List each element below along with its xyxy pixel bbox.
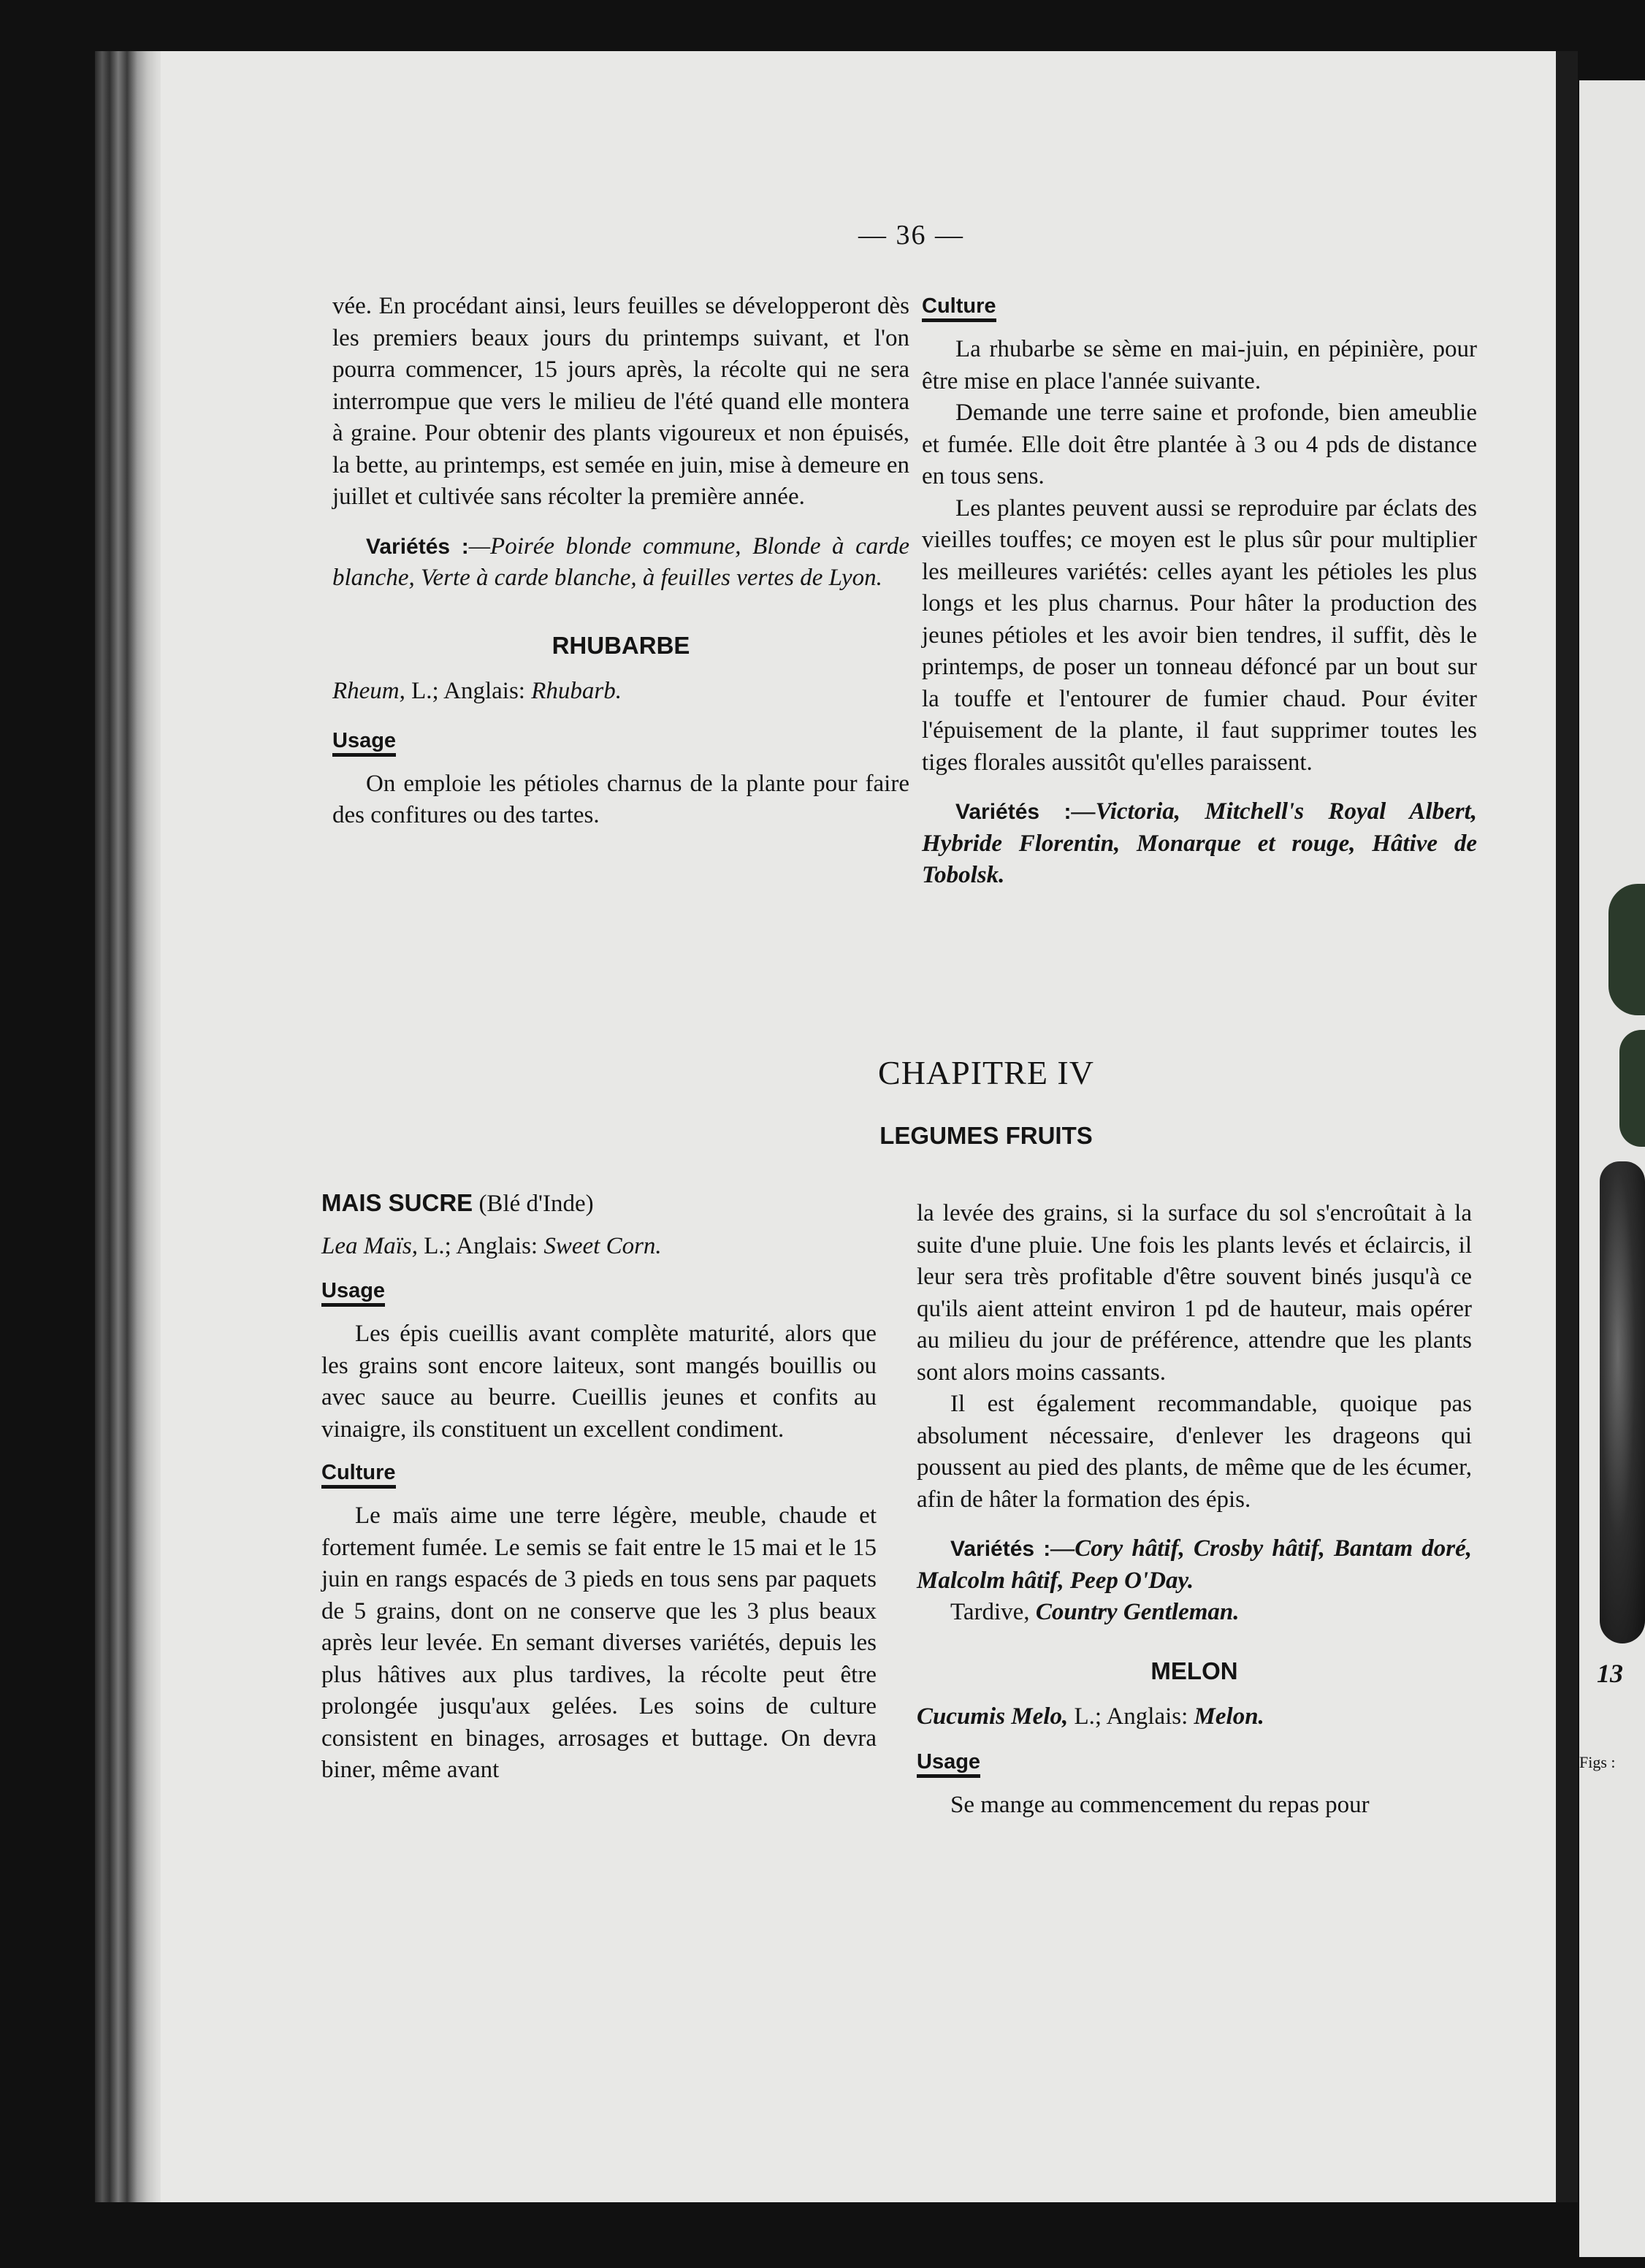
latin-name: Rheum, <box>332 678 405 704</box>
mais-subtitle: (Blé d'Inde) <box>473 1191 594 1217</box>
species-line <box>917 1701 1472 1733</box>
section-title-mais <box>321 1187 877 1221</box>
figure-number: 13 <box>1597 1659 1623 1688</box>
culture-heading: Culture <box>922 295 996 322</box>
body-paragraph: Les plantes peuvent aussi se reproduire par éclats des vieilles touffes; ce moyen est le plus sûr pour multiplier les meilleures variétés: celles ayant les pétioles les plus longs et les plus charnus. Pour hâter la production des jeunes pétioles et les avoir bien tendres, il suffit, dès le printemps, de poser un tonneau défoncé par un bout sur la touffe et l'entourer de fumier chaud. Pour éviter l'épuisement de la plante, il faut supprimer toutes les tiges florales aussitôt qu'elles paraissent. <box>922 495 1477 776</box>
adjacent-page-edge <box>1579 80 1645 2257</box>
varietes-label: Variétés : <box>955 800 1072 824</box>
body-paragraph: la levée des grains, si la surface du sol s'encroûtait à la suite d'une pluie. Une fois les plants levés et éclaircis, il leur sera très profitable d'être souvent binés jusqu'à ce qu'ils aient atteint environ 1 pd de hauteur, mais opérer au milieu du jour de préférence, attendre que les plants sont alors moins cassants. <box>917 1200 1472 1386</box>
body-paragraph: Demande une terre saine et profonde, bien ameublie et fumée. Elle doit être plantée à 3 ou 4 pds de distance en tous sens. <box>922 400 1477 489</box>
varietes-label: Variétés : <box>950 1537 1051 1561</box>
varietes-paragraph <box>332 531 909 595</box>
species-line <box>332 676 909 708</box>
english-name: Rhubarb. <box>531 678 622 704</box>
chapter-title: CHAPITRE IV <box>878 1054 1094 1091</box>
culture-paragraph: Le maïs aime une terre légère, meuble, chaude et fortement fumée. Le semis se fait entre le 15 mai et le 15 juin en rangs espacés de 3 pieds en tous sens par paquets de 5 grains, dont on ne conserve que les 3 plus beaux après leur levée. En semant diverses variétés, depuis les plus hâtives aux plus tardives, la récolte peut être prolongée jusqu'aux gelées. Les soins de culture consistent en binages, arrosages et buttage. On devra biner, même avant <box>321 1503 877 1783</box>
species-separator: L.; Anglais: <box>418 1232 544 1259</box>
left-column-top <box>332 291 909 832</box>
book-binding <box>95 51 168 2202</box>
varietes-list: —Poirée blonde commune, Blonde à carde blanche, Verte à carde blanche, à feuilles vertes de Lyon. <box>332 532 909 591</box>
english-name: Melon. <box>1194 1703 1264 1730</box>
culture-heading: Culture <box>321 1462 396 1489</box>
tardive-paragraph <box>917 1597 1472 1629</box>
body-paragraph: Il est également recommandable, quoique pas absolument nécessaire, d'enlever les drageons qui poussent au pied des plants, de même que de les écumer, afin de hâter la formation des épis. <box>917 1391 1472 1513</box>
tardive-label: Tardive, <box>950 1599 1036 1625</box>
english-name: Sweet Corn. <box>543 1232 662 1259</box>
usage-heading: Usage <box>917 1751 980 1778</box>
varietes-paragraph <box>917 1533 1472 1597</box>
varietes-label: Variétés : <box>366 534 469 559</box>
figures-caption: Figs : <box>1579 1753 1616 1771</box>
section-title-rhubarbe: RHUBARBE <box>551 631 690 659</box>
latin-name: Cucumis Melo, <box>917 1703 1069 1730</box>
species-separator: L.; Anglais: <box>405 678 532 704</box>
body-paragraph: vée. En procédant ainsi, leurs feuilles se développeront dès les premiers beaux jours du printemps suivant, et l'on pourra commencer, 15 jours après, la récolte qui ne sera interrompue que vers le milieu de l'été quand elle montera à graine. Pour obtenir des plants vigoureux et non épuisés, la bette, au printemps, est semée en juin, mise à demeure en juillet et cultivée sans récolter la première année. <box>332 293 909 510</box>
cucumber-illustration <box>1600 1161 1645 1643</box>
page-number: — 36 — <box>858 220 964 251</box>
section-title: LEGUMES FRUITS <box>879 1122 1093 1149</box>
mais-title: MAIS SUCRE <box>321 1189 473 1216</box>
page-gutter <box>1556 51 1578 2202</box>
usage-paragraph: Les épis cueillis avant complète maturité, alors que les grains sont encore laiteux, sont mangés bouillis ou avec sauce au beurre. Cueillis jeunes et confits au vinaigre, ils constituent un excellent condiment. <box>321 1321 877 1443</box>
usage-paragraph: Se mange au commencement du repas pour <box>950 1791 1370 1818</box>
usage-paragraph: On emploie les pétioles charnus de la plante pour faire des confitures ou des tartes. <box>332 770 909 828</box>
section-title-melon: MELON <box>1150 1657 1238 1684</box>
right-column-bottom <box>917 1198 1472 1821</box>
body-paragraph: La rhubarbe se sème en mai-juin, en pépinière, pour être mise en place l'année suivante. <box>922 336 1477 394</box>
varietes-list: —Cory hâtif, Crosby hâtif, Bantam doré, Malcolm hâtif, Peep O'Day. <box>917 1535 1473 1594</box>
latin-name: Lea Maïs, <box>321 1232 418 1259</box>
usage-heading: Usage <box>332 730 396 757</box>
species-separator: L.; Anglais: <box>1068 1703 1194 1730</box>
usage-heading: Usage <box>321 1280 385 1307</box>
plant-illustration <box>1619 1030 1645 1147</box>
right-column-top <box>922 288 1477 892</box>
species-line <box>321 1231 877 1263</box>
tardive-variety: Country Gentleman. <box>1035 1599 1240 1625</box>
plant-illustration <box>1608 884 1645 1015</box>
varietes-paragraph <box>922 796 1477 892</box>
varietes-list: —Victoria, Mitchell's Royal Albert, Hybride Florentin, Monarque et rouge, Hâtive de Tobolsk. <box>922 798 1478 888</box>
left-column-bottom <box>321 1187 877 1787</box>
